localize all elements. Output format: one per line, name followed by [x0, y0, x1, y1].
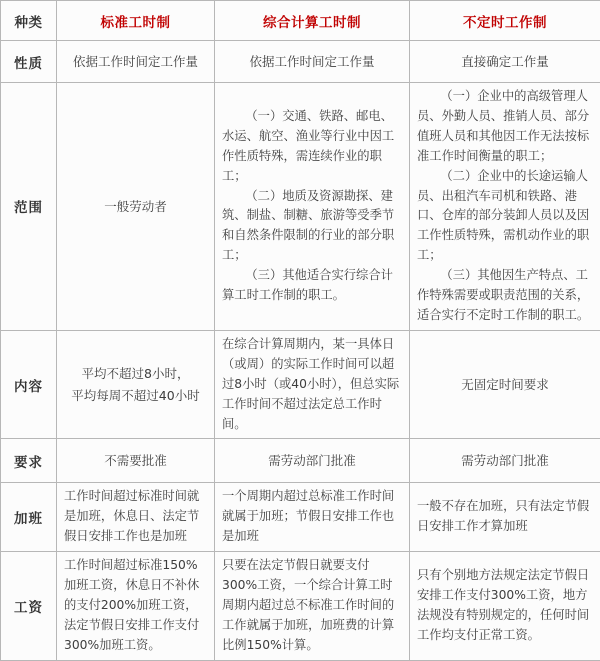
cell-paragraph: 工作时间超过标准150%加班工资，休息日不补休的支付200%加班工资，法定节假日安排工作支付300%加班工资。 [64, 556, 207, 656]
cell-paragraph: 在综合计算周期内，某一具体日（或周）的实际工作时间可以超过8小时（或40小时），但总实际工作时间不超过法定总工作时间。 [222, 335, 402, 435]
cell-requirement-flexible [410, 439, 600, 483]
cell-paragraph: 一般不存在加班，只有法定节假日安排工作才算加班 [417, 497, 593, 537]
cell-line: 依据工作时间定工作量 [222, 51, 402, 73]
cell-paragraph: 一个周期内超过总标准工作时间就属于加班；节假日安排工作也是加班 [222, 487, 402, 547]
cell-scope-standard [57, 83, 215, 331]
cell-paragraph: （二）企业中的长途运输人员、出租汽车司机和铁路、港口、仓库的部分装卸人员以及因工作性质特殊，需机动作业的职工； [417, 167, 593, 267]
table-row [1, 552, 600, 661]
row-label-wage: 工资 [1, 552, 57, 661]
cell-paragraph: （三）其他因生产特点、工作特殊需要或职责范围的关系，适合实行不定时工作制的职工。 [417, 266, 593, 326]
header-cell-combined: 综合计算工时制 [215, 1, 410, 41]
cell-scope-combined [215, 83, 410, 331]
cell-overtime-combined [215, 483, 410, 552]
row-label-nature: 性质 [1, 41, 57, 83]
cell-wage-combined [215, 552, 410, 661]
table-row [1, 83, 600, 331]
cell-content-combined [215, 330, 410, 439]
cell-paragraph: 只有个别地方法规定法定节假日安排工作支付300%工资，地方法规没有特别规定的，任何时间工作均支付正常工资。 [417, 566, 593, 646]
cell-paragraph: （一）交通、铁路、邮电、水运、航空、渔业等行业中因工作性质特殊，需连续作业的职工； [222, 107, 402, 187]
table-row [1, 330, 600, 439]
table-header-row [1, 1, 600, 41]
cell-overtime-standard [57, 483, 215, 552]
header-cell-standard: 标准工时制 [57, 1, 215, 41]
cell-content-flexible [410, 330, 600, 439]
cell-line: 依据工作时间定工作量 [64, 51, 207, 73]
row-label-overtime: 加班 [1, 483, 57, 552]
cell-content-standard [57, 330, 215, 439]
header-cell-flexible: 不定时工作制 [410, 1, 600, 41]
cell-line: 平均不超过8小时， [64, 363, 207, 385]
cell-nature-standard [57, 41, 215, 83]
cell-line: 直接确定工作量 [417, 51, 593, 73]
cell-nature-combined [215, 41, 410, 83]
cell-line: 不需要批准 [64, 450, 207, 472]
cell-line: 平均每周不超过40小时 [64, 385, 207, 407]
cell-wage-standard [57, 552, 215, 661]
cell-wage-flexible [410, 552, 600, 661]
cell-requirement-standard [57, 439, 215, 483]
cell-paragraph: 只要在法定节假日就要支付300%工资，一个综合计算工时周期内超过总不标准工作时间的工作就属于加班，加班费的计算比例150%计算。 [222, 556, 402, 656]
cell-nature-flexible [410, 41, 600, 83]
table-row [1, 439, 600, 483]
cell-paragraph: （一）企业中的高级管理人员、外勤人员、推销人员、部分值班人员和其他因工作无法按标准工作时间衡量的职工； [417, 87, 593, 167]
cell-overtime-flexible [410, 483, 600, 552]
table-row [1, 483, 600, 552]
row-label-scope: 范围 [1, 83, 57, 331]
row-label-requirement: 要求 [1, 439, 57, 483]
cell-scope-flexible [410, 83, 600, 331]
table-row [1, 41, 600, 83]
cell-line: 需劳动部门批准 [417, 450, 593, 472]
cell-paragraph: （三）其他适合实行综合计算工时工作制的职工。 [222, 266, 402, 306]
cell-line: 一般劳动者 [64, 196, 207, 218]
cell-line: 需劳动部门批准 [222, 450, 402, 472]
cell-paragraph: 工作时间超过标准时间就是加班，休息日、法定节假日安排工作也是加班 [64, 487, 207, 547]
cell-requirement-combined [215, 439, 410, 483]
row-label-content: 内容 [1, 330, 57, 439]
cell-paragraph: （二）地质及资源勘探、建筑、制盐、制糖、旅游等受季节和自然条件限制的行业的部分职工； [222, 187, 402, 267]
header-cell-kind: 种类 [1, 1, 57, 41]
cell-line: 无固定时间要求 [417, 374, 593, 396]
